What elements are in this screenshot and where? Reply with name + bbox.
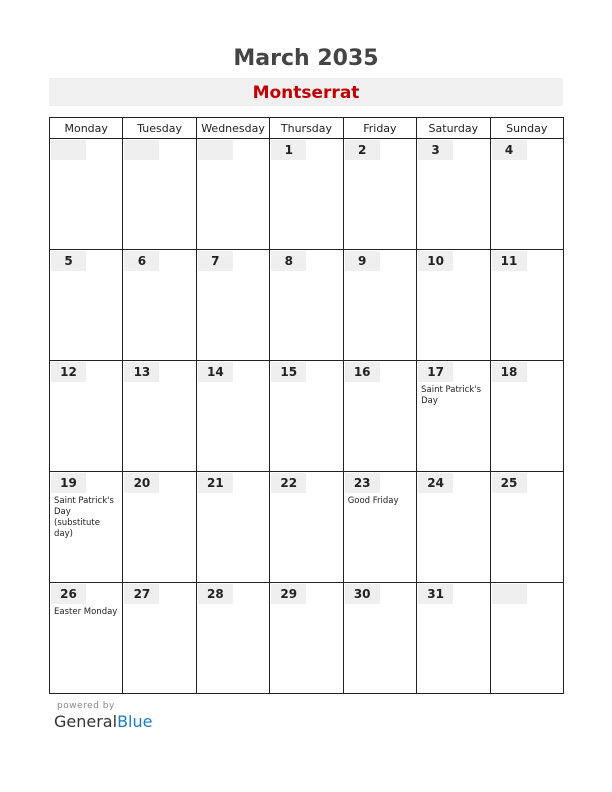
day-number: 25 <box>492 473 527 493</box>
day-cell <box>270 472 343 583</box>
day-cell <box>490 139 563 250</box>
day-number: 17 <box>418 362 453 382</box>
day-cell <box>196 139 269 250</box>
day-number: 27 <box>124 584 159 604</box>
weekday-tuesday: Tuesday <box>123 118 196 139</box>
day-number: 16 <box>345 362 380 382</box>
day-cell <box>123 583 196 694</box>
day-cell <box>270 139 343 250</box>
day-cell <box>417 583 490 694</box>
day-number <box>198 140 233 160</box>
day-number: 31 <box>418 584 453 604</box>
calendar-title: March 2035 <box>233 46 379 71</box>
day-cell <box>490 361 563 472</box>
day-number: 23 <box>345 473 380 493</box>
day-cell <box>270 583 343 694</box>
day-number: 4 <box>492 140 527 160</box>
day-cell <box>490 472 563 583</box>
week-row <box>50 472 564 583</box>
weekday-sunday: Sunday <box>490 118 563 139</box>
day-number: 13 <box>124 362 159 382</box>
day-number: 7 <box>198 251 233 271</box>
day-number: 8 <box>271 251 306 271</box>
day-number <box>51 140 86 160</box>
generalblue-logo[interactable] <box>54 712 152 731</box>
holiday-label: Saint Patrick's Day <box>421 385 481 406</box>
day-number: 19 <box>51 473 86 493</box>
brand-blue: Blue <box>117 712 153 731</box>
day-number: 1 <box>271 140 306 160</box>
day-number: 2 <box>345 140 380 160</box>
country-band <box>49 78 563 106</box>
day-cell <box>343 250 416 361</box>
day-cell <box>196 361 269 472</box>
day-number: 21 <box>198 473 233 493</box>
weekday-saturday: Saturday <box>417 118 490 139</box>
week-row <box>50 250 564 361</box>
day-number: 12 <box>51 362 86 382</box>
day-cell <box>196 250 269 361</box>
day-number: 11 <box>492 251 527 271</box>
day-cell <box>196 583 269 694</box>
weekday-thursday: Thursday <box>270 118 343 139</box>
day-cell <box>343 361 416 472</box>
day-number <box>492 584 527 604</box>
week-row <box>50 583 564 694</box>
weekday-friday: Friday <box>343 118 416 139</box>
day-cell <box>123 361 196 472</box>
day-number <box>124 140 159 160</box>
day-cell <box>123 139 196 250</box>
day-cell <box>50 139 123 250</box>
weekday-header-row <box>50 118 564 139</box>
day-cell <box>123 472 196 583</box>
day-number: 10 <box>418 251 453 271</box>
day-cell <box>343 472 416 583</box>
week-row <box>50 139 564 250</box>
day-cell <box>343 139 416 250</box>
day-number: 3 <box>418 140 453 160</box>
day-cell <box>417 361 490 472</box>
holiday-label: Saint Patrick's Day (substitute day) <box>54 496 114 539</box>
day-number: 14 <box>198 362 233 382</box>
day-cell <box>343 583 416 694</box>
day-number: 24 <box>418 473 453 493</box>
day-number: 20 <box>124 473 159 493</box>
day-cell <box>270 361 343 472</box>
weekday-wednesday: Wednesday <box>196 118 269 139</box>
day-cell <box>196 472 269 583</box>
day-cell <box>50 250 123 361</box>
day-cell <box>123 250 196 361</box>
country-name: Montserrat <box>252 83 360 103</box>
holiday-label: Easter Monday <box>54 607 118 617</box>
day-cell <box>490 583 563 694</box>
day-number: 6 <box>124 251 159 271</box>
calendar-grid <box>49 117 564 694</box>
day-number: 5 <box>51 251 86 271</box>
day-cell <box>50 472 123 583</box>
day-number: 22 <box>271 473 306 493</box>
day-number: 9 <box>345 251 380 271</box>
holiday-label: Good Friday <box>347 496 399 506</box>
day-number: 18 <box>492 362 527 382</box>
day-cell <box>417 139 490 250</box>
day-number: 29 <box>271 584 306 604</box>
day-cell <box>417 250 490 361</box>
day-number: 30 <box>345 584 380 604</box>
weekday-monday: Monday <box>50 118 123 139</box>
week-row <box>50 361 564 472</box>
day-number: 26 <box>51 584 86 604</box>
day-cell <box>270 250 343 361</box>
day-number: 15 <box>271 362 306 382</box>
day-cell <box>50 361 123 472</box>
day-cell <box>50 583 123 694</box>
day-number: 28 <box>198 584 233 604</box>
brand-general: General <box>54 712 118 731</box>
day-cell <box>490 250 563 361</box>
day-cell <box>417 472 490 583</box>
powered-by-text: powered by <box>57 701 115 711</box>
